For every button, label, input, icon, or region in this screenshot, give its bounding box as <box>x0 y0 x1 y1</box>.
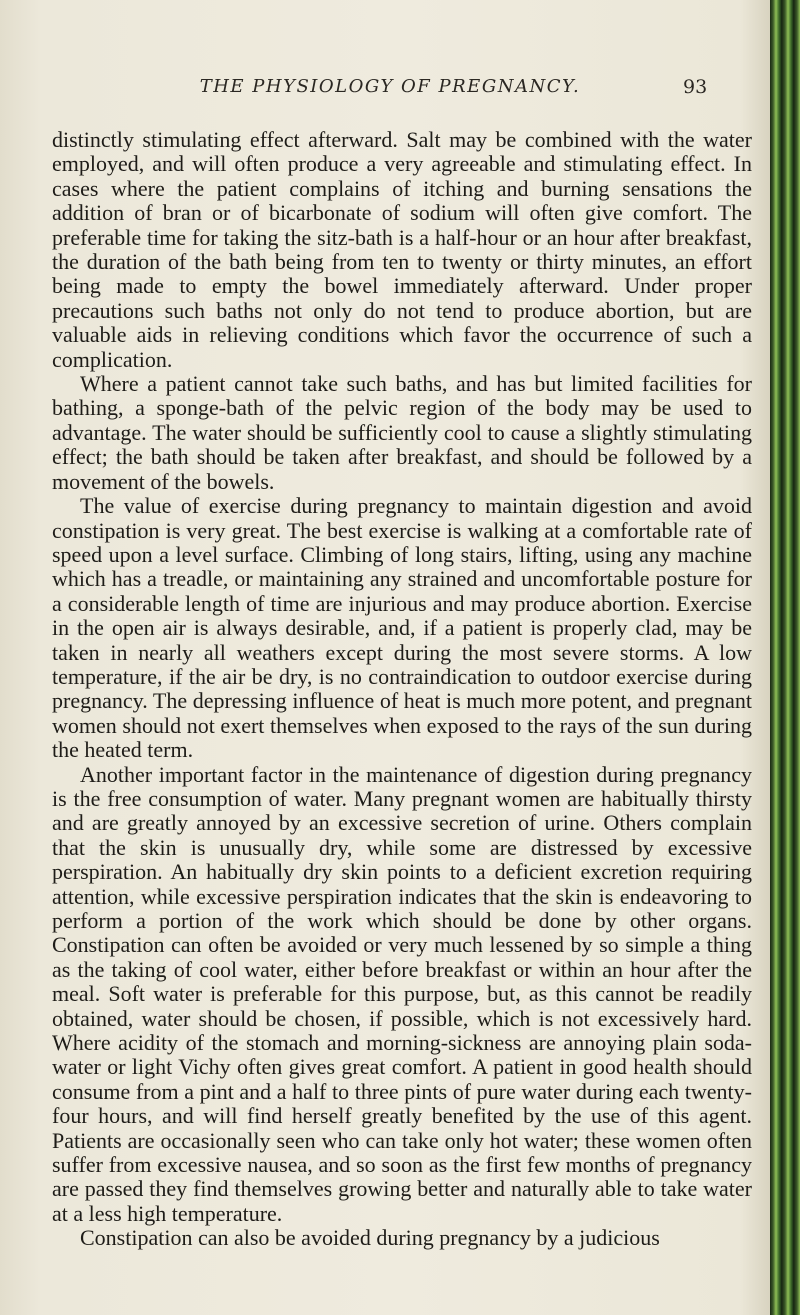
paragraph-continued: distinctly stimulating effect afterward. Salt may be combined with the water employed, and will often produce a very agreeable and stimulating effect. In cases where the patient complains of itching and burning sensations the addition of bran or of bicarbonate of sodium will often give comfort. The preferable time for taking the sitz-bath is a half-hour or an hour after breakfast, the duration of the bath being from ten to twenty or thirty minutes, an effort being made to empty the bowel immediately afterward. Under proper precautions such baths not only do not tend to produce abortion, but are valuable aids in relieving conditions which favor the occurrence of such a complication. <box>52 127 752 372</box>
paragraph-exercise: The value of exercise during pregnancy to maintain digestion and avoid constipation is very great. The best exercise is walking at a comfortable rate of speed upon a level surface. Climbing of long stairs, lifting, using any machine which has a treadle, or maintaining any strained and uncomfortable posture for a considerable length of time are injurious and may produce abortion. Exercise in the open air is always desirable, and, if a patient is properly clad, may be taken in nearly all weathers except during the most severe storms. A low temperature, if the air be dry, is no contraindication to outdoor exercise during pregnancy. The depressing influence of heat is much more potent, and pregnant women should not exert themselves when exposed to the rays of the sun during the heated term. <box>52 493 752 763</box>
paragraph-water: Another important factor in the maintenance of digestion during pregnancy is the free consumption of water. Many pregnant women are habitually thirsty and are greatly annoyed by an excessive secretion of urine. Others complain that the skin is unusually dry, while some are distressed by excessive perspiration. An habitually dry skin points to a deficient excretion requiring attention, while excessive perspiration indicates that the skin is endeavoring to perform a portion of the work which should be done by other organs. Constipation can often be avoided or very much lessened by so simple a thing as the taking of cool water, either before breakfast or within an hour after the meal. Soft water is preferable for this purpose, but, as this cannot be readily obtained, water should be chosen, if possible, which is not excessively hard. Where acidity of the stomach and morning-sickness are annoying plain soda-water or light Vichy often gives great comfort. A patient in good health should consume from a pint and a half to three pints of pure water during each twenty-four hours, and will find herself greatly benefited by the use of this agent. Patients are occasionally seen who can take only hot water; these women often suffer from excessive nausea, and so soon as the first few months of pregnancy are passed they find themselves growing better and naturally able to take water at a less high temperature. <box>52 761 752 1226</box>
paragraph-constipation: Constipation can also be avoided during pregnancy by a judicious <box>80 1225 660 1251</box>
running-title: THE PHYSIOLOGY OF PREGNANCY. <box>199 76 581 97</box>
body-text <box>52 128 752 1251</box>
book-spine-edge <box>770 0 800 1315</box>
page-number: 93 <box>683 76 708 98</box>
paragraph-sponge-bath: Where a patient cannot take such baths, and has but limited facilities for bathing, a sponge-bath of the pelvic region of the body may be used to advantage. The water should be sufficiently cool to cause a slightly stimulating effect; the bath should be taken after breakfast, and should be followed by a movement of the bowels. <box>52 371 752 494</box>
